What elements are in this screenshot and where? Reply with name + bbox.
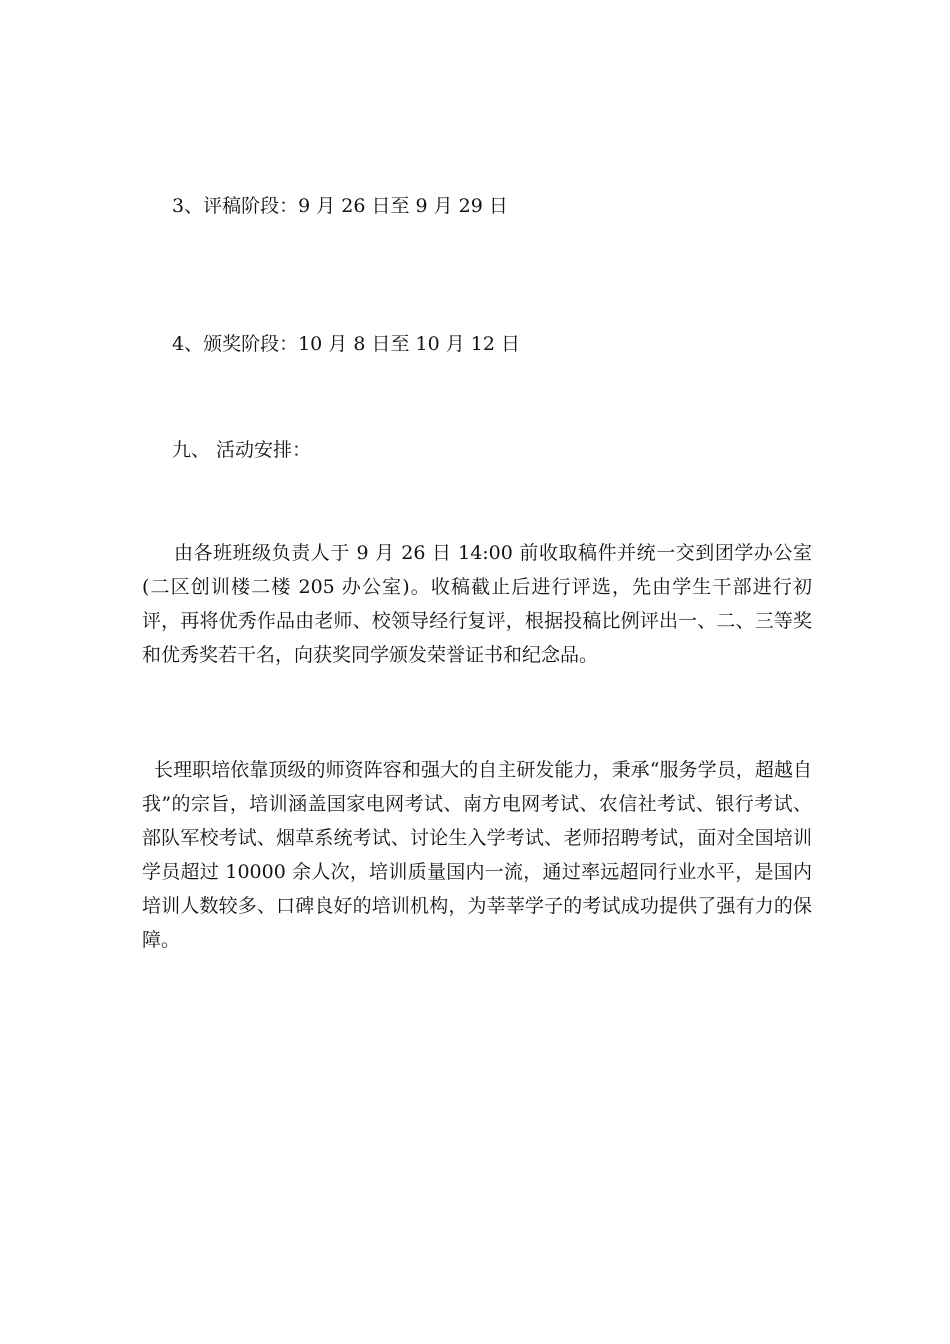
paragraph-arrangement: 由各班班级负责人于 9 月 26 日 14:00 前收取稿件并统一交到团学办公室(二区创训楼二楼 205 办公室)。收稿截止后进行评选，先由学生干部进行初评，再将优秀作品由老师、校领导经行复评，根据投稿比例评出一、二、三等奖和优秀奖若干名，向获奖同学颁发荣誉证书和纪念品。: [142, 542, 812, 666]
schedule-item-review: 3、评稿阶段：9 月 26 日至 9 月 29 日: [172, 195, 508, 217]
schedule-item-award: 4、颁奖阶段：10 月 8 日至 10 月 12 日: [172, 333, 520, 355]
section-heading-arrangement: 九、 活动安排：: [172, 439, 312, 461]
paragraph-promotion: 长理职培依靠顶级的师资阵容和强大的自主研发能力，秉承“服务学员，超越自我”的宗旨，培训涵盖国家电网考试、南方电网考试、农信社考试、银行考试、部队军校考试、烟草系统考试、讨论生入学考试、老师招聘考试，面对全国培训学员超过 10000 余人次，培训质量国内一流，通过率远超同行业水平，是国内培训人数较多、口碑良好的培训机构，为莘莘学子的考试成功提供了强有力的保障。: [142, 759, 812, 951]
